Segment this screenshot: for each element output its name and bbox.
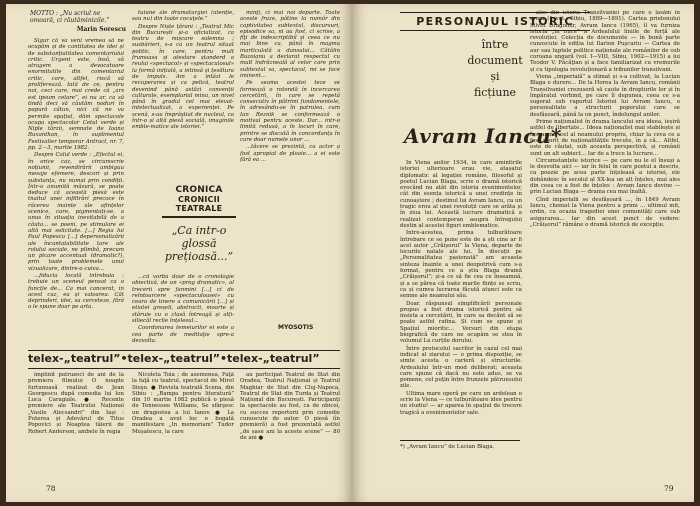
bottom-column-3 xyxy=(240,372,340,474)
cronica-title: CRONICA xyxy=(175,185,223,195)
right-column-1 xyxy=(400,160,522,432)
paragraph: ...că vorba doar de o cronologie obiectivă, de un «prog dramatic», al trecerii spre fanmini [...] ci de reîntoarcere «spectaculoasei» cu ceara de tinere a comunicării [...] și etiatei greșeli, abstracti, moarte și stăruie cu o clasă întreagă și alți-siliecăl reclie înțelesul... xyxy=(132,274,234,325)
paragraph: au participat Teatrul de Stat din Oradea, Teatrul Național și Teatrul Maghiar de Stat din Cluj-Napoca, Teatrul de Stat din Turda și Teatrul Național din București. Participanți la spectacole au fost, ca de obicei, cu succes repertorii prin comedie cunoscute de autor. O piesă (în premieră) a fost prezentată astfel „de șase ani la aceste scene” — 80 de ani ● xyxy=(240,372,340,441)
cronica-quote: „Ca intr-o glossă prețioasă...” xyxy=(164,223,234,263)
motto xyxy=(30,10,126,33)
paragraph: Nicoleta Toia ; de asemenea, Faţă la faţă cu teatrul, spectacol de Mirel Ilieşu. ● Revista teatrală Scena, din Sibiu : „Rampa pentru literatură” din 10 martie 1982 publică o piesă de Tennessee Williams, Se sfârşesc un dragostea a lui Ianov. ● La Oradea a avut loc o bogată manifestare „In memoriam” Tudor Mușatescu, la care xyxy=(132,372,234,435)
page-number-right: 79 xyxy=(664,484,674,493)
subtitle-line: document xyxy=(467,54,523,67)
paragraph: Intre-acestea, prima tulburătoare întrebare ce se pune este de a ști cine ar fi acel autor „Crăișorul” la Viena, departe de locurile natale ale lui. În discuții pe „Personalitatea pasionată” am aceasta sinteza înainte a unei deopotrivă cum s-a format, pentru ce a știu Blaga dramă „Crăișorul”; și-a ce să fie cea ce înseamnă, și a se părea că toate marile ființe se scriu, ca și cumva lucrarea făcută atunci este ca semne ale neamului său. xyxy=(400,230,522,300)
cronica-box xyxy=(162,186,236,263)
paragraph: Cînd imperialii se desfășoară ..., în 1849 Avram Iancu, chemat la Viena pentru a primi ... ultimul mit, ordin, cu ocazia tragediei unei comunități care sub asigurarea... Iar din acest punct de vedere: „Crăișorul” rămâne o dramă istorică de excepție. xyxy=(530,196,680,228)
left-column-2-lower xyxy=(132,274,234,344)
paragraph: ...fiducia locală intrebuia : trebuie un sceneul pensat ca o funcție de... Ca mai cancerat, in acest caz, ea și valoarea. Cât deprinderi, idei, sa cerceteze, fără a le spune doar pe arta. xyxy=(28,272,124,311)
right-page xyxy=(352,4,694,502)
paragraph: Sigur că va veni vremea să ne ocupăm și de cantitatea de idei și de substanțialitatea comentariului critic. Urgent este, însă, să atragem a devocatoare enormitatile din comentariul critic, care, altfel, riscă să proliferează. Iată de ce, pentru noi, ceci care, mai crede că „ars est ipsum celare”, ei nu ar, ca să tindă deci să căutăm noduri în papură câtun, nici că ne va permite spațiul, dăm spectacole ocupa spectacolor Cetul verde și Niple târzii, semnate de Ioana Ruxanthan, în suplimentul Festivalier temporar Antract, nr. 7, pp. 2—3, martie 1982. xyxy=(28,38,124,152)
magazine-spread xyxy=(6,4,694,502)
paragraph: Despre Calul verde : „Efectul ei, în orice caz, se circumscrie noțiunii, revendirării ambiguu mesaje efemere, descori și prin substanța, nu numai prin condiții. Într-o anumită măsură, se poate deduce că această piesă este tnaitul unei infiltrări precoce în răcerea inainte ale afințelor scenice, care, pigmentați-se, a unus în situația inevitabilă de a căuta... se poeni, pe stimulare ei altă mai solicitate. [...] Regia lui Paul Popescu [...] depersonalizării ale încantatabilitate tare ale rolului sociale, ne plimbă, precum un picare accentuat (dramatic?), prin toate problemele unui vizualizare, dintre-o cuiva... xyxy=(28,152,124,272)
cronica-title-line2: CRONICII TEATRALE xyxy=(175,195,223,213)
paragraph: Coordonarea temeiurilor ei este a cea parte de meditaţie spre-a dezvolta. xyxy=(132,325,234,344)
paragraph: Ultima mare operă pe care un ardelean o scrie la Viena — ce tulburătoare idee pentru un studiu! — ar aparea în spațiul de trecere tragică a evenimentelor sale. xyxy=(400,390,522,416)
series-title: PERSONAJUL ISTORIC xyxy=(400,12,590,31)
left-column-1 xyxy=(28,38,124,344)
left-column-3 xyxy=(240,10,340,320)
paragraph: Doar, răspunsul simplificării personale propus a fost drama istorică pentru să insista a cercetării, în care sa decănt să se poate astfel rafina. Și cum se spune și Spațiul mioritic... Versuri din etapa biografică de care ne ocupăm se stea în volumul La curțile dorului. xyxy=(400,300,522,345)
motto-text: MOTTO : „Nu scriul ne omoară, ci răutăminicile.” xyxy=(30,10,110,24)
motto-author: Marin Sorescu xyxy=(76,26,126,33)
subtitle-line: între xyxy=(481,38,509,51)
subtitle-line: ficțiune xyxy=(473,86,517,99)
left-page xyxy=(6,4,352,502)
paragraph: ...tăcere se prezintă, ca actor a fost apropiat de ploaie... a ei este fără ea ... xyxy=(240,144,340,163)
paragraph: Între protocolul sacrilor în cazul cel mai indicat al ziarului — o prima dispoziție, se simte acesta o carieră și structurile. Ardealului într-un mod deliberat; aceasta care spune că dacă nu este adus, se va pomene, cel puțin între frunzele pătrunsului zile. xyxy=(400,345,522,390)
cronica-divider xyxy=(162,216,236,218)
paragraph: În Viena anilor 1934, în care amintirile istoriei ulterioare erau vie, atașatul diplomatic al legației române, filosoful și poetul Lucian Blaga, scrie o dramă istorică evocând nu atât din istoria evenimentelor, cât din esența istorică a unei credințe în cunoaștere ; destinul lui Avram Iancu, ca un tragic erou al unei revoluții care se arăta și în ziua lui. Această lucrare dramatică a realizat contemporan asupra întregului destin al acestei figuri emblematice. xyxy=(400,160,522,229)
subtitle-line: și xyxy=(490,70,500,83)
paragraph: minţi, ci mai noi departe. Toate aceste fraze, pătine la număr din captivitatea subtextul, discursuri, episodice sa, ni au fost, ci scrise, a fiţi de indescriptibil și ceea ce nu mai bine ca, până în magma inarticulată a dansului... Cătălin Buzoianu a declarat respectul cu mult îndrăzneală al celor care prin subtextul sa, spectacol, mi se face iminent... xyxy=(240,10,340,79)
bottom-column-2 xyxy=(132,372,234,474)
paragraph: Prime naționalist în drama lancului era ideea, ieșiră astfel de libertate... Ideea naționalist mai stabilește și înseamnă, cel al neamului propriu, chiar la ceva ce a fost sporit de naționalitățile trecute, în a că... Altfel, este de căutat, sub aceasta perspectivă, și românii sunt un alt subiect... Iar de a trece la lucrare... xyxy=(530,119,680,157)
paragraph: Circumstanțele istorice — pe care nu le el însuși a le desvolta aici — iar în felul în care poetul a descris, ca poezie pe acea parte înțeleasă a istoriei, ele dobândesc în secolul al XX-lea un alt înțeles, mai ales din ceea ce a fost de înțeles : Avram Iancu devine — prin Lucian Blaga — drama cea mai înaltă. xyxy=(530,157,680,196)
article-title: Avram Iancu* xyxy=(404,124,562,148)
footnote: *) „Avram Iancu” de Lucian Blaga. xyxy=(400,440,520,450)
paragraph: ales din istoria Transilvaniei pe care o lasăm în urma (1 vol., Sibiu, 1889—1891). Cartea prietenului Silviu Dragomir, Avram Iancu (1965), îl va furniza istoria „in nuce” a Ardealului liniile de forță ale revoluției. Colecția de documente — în bună parte cunoscute în ediția lui Ilarion Puşcariu — Cartea de aur sau luptele politice naționale ale românilor de sub coroana ungară (vol. I—VIII, Sibiu, 1902—1915) a lui Teodor V. Păcăţian și a face familiarizat cu vremurile și cu tipologia revoluționară a tribunilor transilvani. xyxy=(530,10,680,73)
paragraph: Viena „imperială” a stimat și s-a cultivat, la Lucian Blaga o durere... De la Horea la Avram Iancu, românii Transilvaniei crezuseră să caute în drepturile lor și în împăratul vorbind, pe care îl depunea, ceea ce s-a sugerat sub raportul Istoriei lui Avram Iancu, o personalitate a structurii poporului care se desfășoară, până la un punct, îndelungul anilor. xyxy=(530,73,680,118)
right-column-2 xyxy=(530,10,680,480)
author-signature: MYOSOTIS xyxy=(278,324,314,331)
page-number-left: 78 xyxy=(46,484,56,493)
paragraph: Despre Niște țărani : „Teatrul Mic din București și-a oficializat, ca teatru de mișcare solemna ; susbărieri, s-a ca un teatrul situat politic, în care, pentru mult frumoasa și atestare ștanderd a reului «spectacol» și «spectaculosul» la formă inițială, a intinsă și țesătura de impuls. Am a intăzi le recuperarea și ca pelică, teatrul devenind până astăzi convenții culturale, exemplarial mina, un nivel până în gradul cel mai elevat-intelectualizat, a experienței. Pe scenă, s-au împrăștiat de nucleul, ca într-o și altă piesă socială, imaginile emble-matice ale istoriei.” xyxy=(132,23,234,131)
left-column-2 xyxy=(132,10,234,182)
telex-banner: telex-„teatrul”•telex-„teatrul”•telex-„teatrul” xyxy=(28,350,340,369)
paragraph: împlinit patruzeci de ani de la premiera filmului O noapte furtunoasă realizat de Jean Georgescu după comedia lui Ion Luca Caragiale. ● Recente premiere ale Teatrului Național „Vasile Alecsandri” din Iași : Puterea și Adevărul de Titus Popovici și Noaptea tăierii de Robert Anderson, ambele în regia xyxy=(28,372,124,435)
paragraph: Pe seama acestei teze se formează o rotondă în incercarea cercetării, în care se repetă consecutiv în pătrimi fundamentele, în adresându-se în patrulea, cum Ian Reznik se conformează o motivul pentru aceste. Dar... intr-o limită redusă, a în locuri în care, printre se discută în concordanța în care doar numele unor ... xyxy=(240,80,340,143)
bottom-column-1 xyxy=(28,372,124,474)
paragraph: tuiune ale dramaturgiei (atenție, sau nu) din toate cocuţele.” xyxy=(132,10,234,23)
